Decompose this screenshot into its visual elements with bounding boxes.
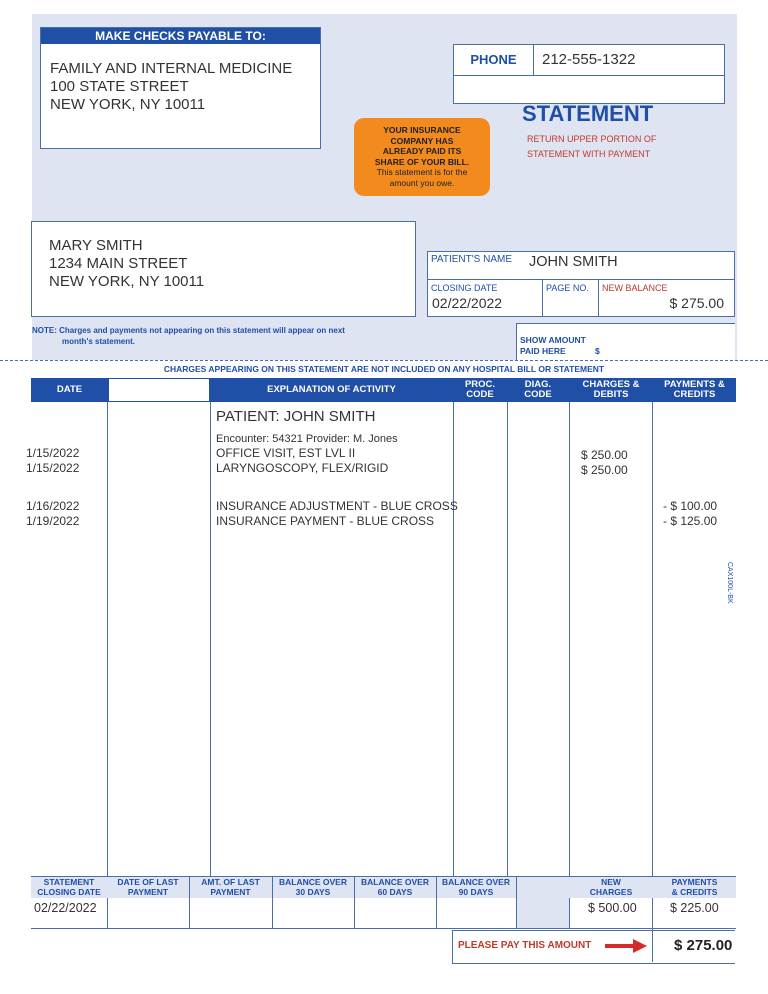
footer-label-new-charges-2: CHARGES [589,887,633,897]
show-amount-label-1: SHOW AMOUNT [520,335,586,345]
footer-label-last-pay-date-2: PAYMENT [127,887,169,897]
footer-label-bal60-1: BALANCE OVER [360,877,429,887]
amount-due: $ 275.00 [674,937,733,954]
col-header-payments [653,378,736,402]
footer-divider-4 [436,876,437,928]
note-line-2: month's statement. [62,337,136,346]
footer-label-closing-1: STATEMENT [43,877,95,887]
amount-paid-field[interactable] [516,323,735,360]
row-2-date: 1/15/2022 [26,461,80,475]
mail-line-3: NEW YORK, NY 10011 [49,273,205,290]
col-header-payments-2: CREDITS [673,389,716,400]
form-code: CAX100L-BK [726,562,733,604]
col-header-diag-1: DIAG. [524,379,552,390]
row-4-explanation: INSURANCE PAYMENT - BLUE CROSS [216,514,435,528]
footer-label-new-charges [569,876,653,898]
phone-value: 212-555-1322 [542,51,636,68]
charges-disclaimer: CHARGES APPEARING ON THIS STATEMENT ARE NOT INCLUDED ON ANY HOSPITAL BILL OR STATEMENT [163,364,605,374]
footer-payments-value: $ 225.00 [670,901,719,915]
footer-shaded-cell [517,898,569,928]
mail-line-2: 1234 MAIN STREET [49,255,188,272]
footer-label-payments [653,876,736,898]
footer-label-last-pay-amt-1: AMT. OF LAST [201,877,260,887]
patient-info-box [427,251,735,317]
footer-label-last-pay-date-1: DATE OF LAST [117,877,179,887]
footer-bottom-line [31,928,736,929]
page-no-label: PAGE NO. [546,283,589,293]
phone-box [453,44,725,104]
payto-box [40,27,321,149]
footer-divider-2 [272,876,273,928]
mail-line-1: MARY SMITH [49,237,143,254]
col-header-diag-2: CODE [524,389,552,400]
arrow-right-icon [605,939,647,958]
patient-heading: PATIENT: JOHN SMITH [216,408,376,425]
col-header-date: DATE [56,384,83,395]
return-instruction-1: RETURN UPPER PORTION OF [527,134,657,144]
footer-label-closing [31,876,107,898]
row-2-charge: $ 250.00 [581,463,628,477]
patient-name-value: JOHN SMITH [529,254,618,270]
col-header-explanation: EXPLANATION OF ACTIVITY [267,384,396,395]
insurance-paid-badge [354,118,490,196]
show-amount-label-2: PAID HERE [520,346,566,356]
col-header-proc-1: PROC. [464,379,496,390]
row-4-date: 1/19/2022 [26,514,80,528]
row-1-explanation: OFFICE VISIT, EST LVL II [216,446,356,460]
closing-date-label: CLOSING DATE [431,283,498,293]
patient-box-divider [428,279,734,280]
activity-table-header [31,378,736,402]
row-3-date: 1/16/2022 [26,499,80,513]
footer-label-new-charges-1: NEW [601,877,621,887]
badge-line-4: SHARE OF YOUR BILL. [374,156,470,167]
footer-label-last-pay-amt [189,876,272,898]
new-balance-label: NEW BALANCE [602,283,668,293]
return-instruction-2: STATEMENT WITH PAYMENT [527,149,651,159]
please-pay-left-border [452,930,453,964]
col-divider-2 [210,402,211,876]
row-4-credit: - $ 125.00 [663,514,718,528]
footer-label-bal60-2: 60 DAYS [377,887,413,897]
statement-title: STATEMENT [522,101,654,126]
footer-label-bal60 [354,876,436,898]
col-header-charges-1: CHARGES & [582,379,640,390]
col-header-diag [507,378,569,402]
footer-label-payments-2: & CREDITS [671,887,718,897]
encounter-line: Encounter: 54321 Provider: M. Jones [216,433,398,445]
footer-label-bal30 [272,876,354,898]
payto-line-1: FAMILY AND INTERNAL MEDICINE [50,60,293,77]
footer-label-bal90 [436,876,516,898]
tear-line [0,360,768,361]
footer-closing-value: 02/22/2022 [34,901,97,915]
col-divider-1 [107,402,108,929]
row-1-charge: $ 250.00 [581,448,628,462]
footer-label-last-pay-amt-2: PAYMENT [210,887,251,897]
row-1-date: 1/15/2022 [26,446,80,460]
footer-label-bal30-2: 30 DAYS [295,887,331,897]
footer-label-last-pay-date [107,876,189,898]
col-divider-3 [453,402,454,876]
phone-label: PHONE [454,45,534,75]
footer-divider-3 [354,876,355,928]
col-header-proc [453,378,507,402]
payto-line-3: NEW YORK, NY 10011 [50,96,206,113]
footer-divider-1 [189,876,190,928]
badge-line-6: amount you owe. [389,177,455,188]
payto-line-2: 100 STATE STREET [50,78,189,95]
row-3-credit: - $ 100.00 [663,499,718,513]
patient-box-vline-1 [542,279,543,316]
badge-line-5: This statement is for the [376,167,468,177]
badge-line-1: YOUR INSURANCE [383,125,461,135]
mailing-address-box [31,221,416,317]
new-balance-value: $ 275.00 [669,295,724,311]
patient-name-label: PATIENT'S NAME [431,254,512,265]
patient-box-vline-2 [598,279,599,316]
col-header-proc-2: CODE [466,389,494,400]
footer-label-payments-1: PAYMENTS [671,877,718,887]
payto-header: MAKE CHECKS PAYABLE TO: [41,28,320,44]
col-header-blank [108,378,210,402]
col-header-payments-1: PAYMENTS & [664,379,725,390]
badge-line-3: ALREADY PAID ITS [382,146,462,156]
footer-label-bal90-2: 90 DAYS [458,887,494,897]
col-divider-4 [507,402,508,876]
footer-label-closing-2: CLOSING DATE [37,887,101,897]
footer-label-bal30-1: BALANCE OVER [278,877,347,887]
col-header-charges [569,378,653,402]
show-amount-currency: $ [595,346,600,356]
footer-top-line [31,876,736,877]
col-divider-5 [569,402,570,929]
row-3-explanation: INSURANCE ADJUSTMENT - BLUE CROSS [216,499,458,513]
phone-divider [454,75,724,76]
please-pay-label: PLEASE PAY THIS AMOUNT [458,940,592,951]
closing-date-value: 02/22/2022 [432,295,503,311]
footer-new-charges-value: $ 500.00 [588,901,637,915]
note-line-1: NOTE: Charges and payments not appearing on this statement will appear on next [32,326,345,335]
footer-label-row [31,876,736,898]
badge-line-2: COMPANY HAS [390,135,454,146]
footer-label-bal90-1: BALANCE OVER [441,877,510,887]
col-header-charges-2: DEBITS [593,389,629,400]
row-2-explanation: LARYNGOSCOPY, FLEX/RIGID [216,461,389,475]
